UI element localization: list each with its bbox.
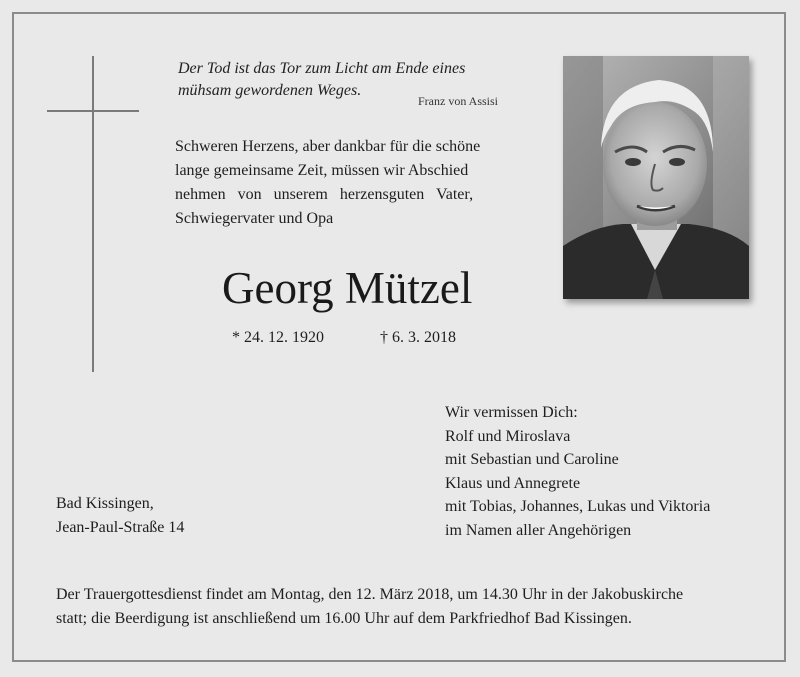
cross-icon-vertical <box>92 56 94 372</box>
intro-line: Schwiegervater und Opa <box>175 210 334 227</box>
family-line: mit Tobias, Johannes, Lukas und Viktoria <box>445 498 711 515</box>
intro-line: Schweren Herzens, aber dankbar für die schöne <box>175 138 481 155</box>
quote-line: Der Tod ist das Tor zum Licht am Ende eines <box>178 60 466 77</box>
address-line: Jean-Paul-Straße 14 <box>56 518 185 536</box>
cross-icon-horizontal <box>47 110 139 112</box>
intro-line: nehmen von unserem herzensguten Vater, <box>175 186 474 203</box>
family-signatures <box>445 401 775 542</box>
intro-text <box>175 135 511 231</box>
address <box>56 492 184 539</box>
intro-line: lange gemeinsame Zeit, müssen wir Abschied <box>175 162 469 179</box>
address-line: Bad Kissingen, <box>56 495 154 512</box>
family-line: mit Sebastian und Caroline <box>445 451 619 468</box>
quote-author: Franz von Assisi <box>418 94 499 108</box>
family-line: im Namen aller Angehörigen <box>445 521 632 539</box>
deceased-name: Georg Mützel <box>222 263 473 313</box>
portrait-photo <box>563 56 749 299</box>
family-line: Klaus und Annegrete <box>445 474 581 492</box>
service-line: statt; die Beerdigung ist anschließend um 16.00 Uhr auf dem Parkfriedhof Bad Kissingen. <box>56 610 632 627</box>
birth-date: * 24. 12. 1920 <box>232 329 324 346</box>
portrait-image <box>563 56 749 299</box>
quote-line: mühsam gewordenen Weges. <box>178 82 362 99</box>
service-info <box>56 583 756 631</box>
family-line: Wir vermissen Dich: <box>445 404 578 421</box>
family-line: Rolf und Miroslava <box>445 427 571 445</box>
service-line: Der Trauergottesdienst findet am Montag, den 12. März 2018, um 14.30 Uhr in der Jakobuskirche <box>56 586 684 603</box>
death-date: † 6. 3. 2018 <box>380 329 456 346</box>
